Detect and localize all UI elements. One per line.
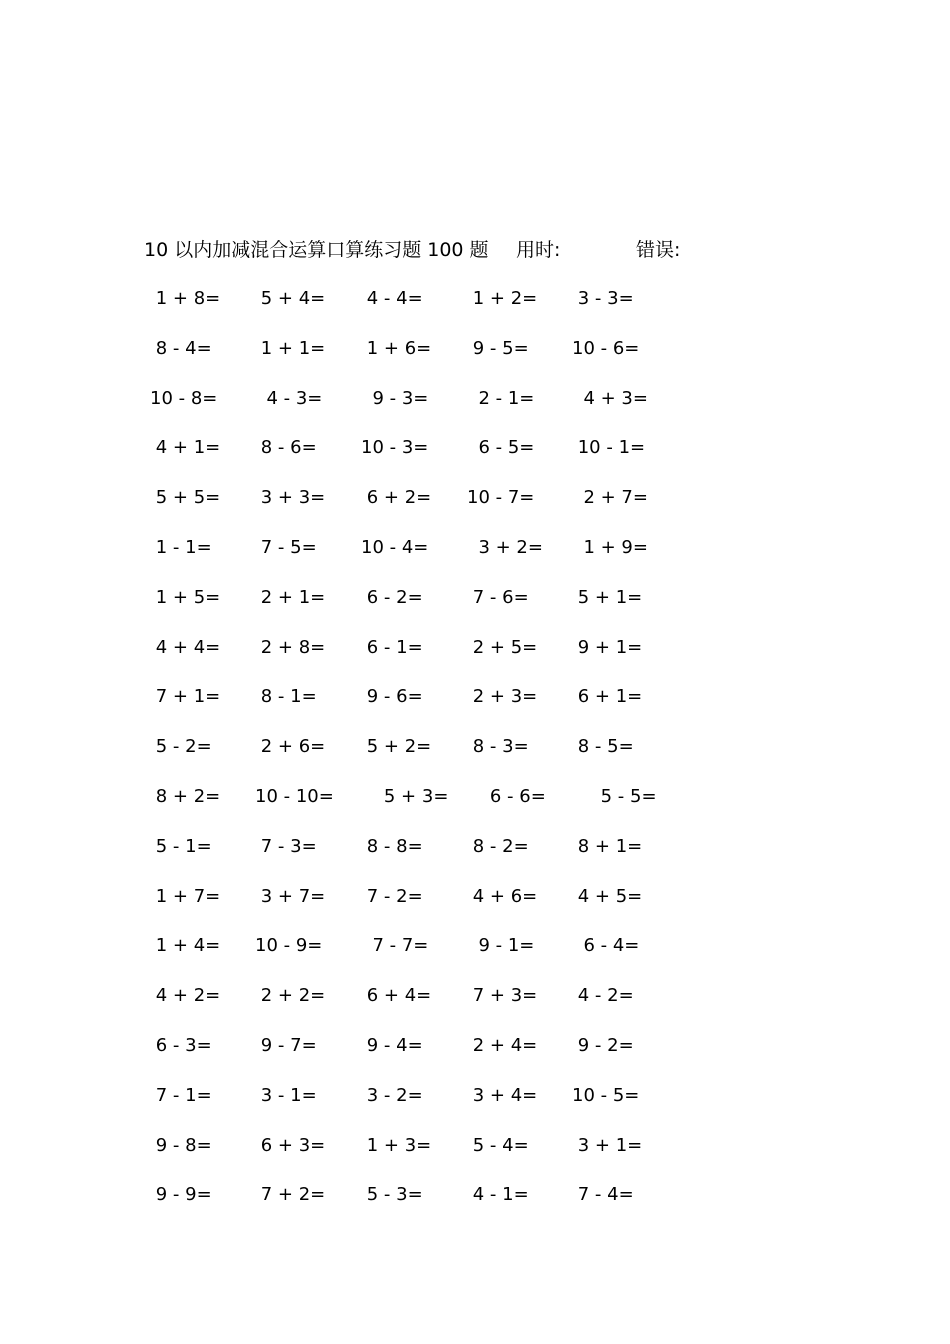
arithmetic-problem: 3 + 1= bbox=[572, 1134, 643, 1156]
problem-row bbox=[150, 533, 710, 583]
arithmetic-problem: 9 - 9= bbox=[150, 1184, 212, 1206]
arithmetic-problem: 6 + 2= bbox=[361, 487, 432, 509]
arithmetic-problem: 2 + 2= bbox=[255, 985, 326, 1007]
arithmetic-problem: 4 + 5= bbox=[572, 885, 643, 907]
problem-row bbox=[150, 832, 710, 882]
problem-row bbox=[150, 334, 710, 384]
problem-row bbox=[150, 1081, 710, 1131]
arithmetic-problem: 6 - 5= bbox=[467, 437, 535, 459]
arithmetic-problem: 3 - 3= bbox=[572, 288, 634, 309]
arithmetic-problem: 4 + 2= bbox=[150, 985, 221, 1007]
arithmetic-problem: 2 + 7= bbox=[572, 487, 648, 509]
arithmetic-problem: 1 + 4= bbox=[150, 935, 221, 957]
arithmetic-problem: 5 - 2= bbox=[150, 736, 212, 758]
arithmetic-problem: 8 - 3= bbox=[467, 736, 529, 758]
arithmetic-problem: 1 + 6= bbox=[361, 337, 432, 359]
arithmetic-problem: 10 - 6= bbox=[572, 337, 640, 359]
problem-row bbox=[150, 981, 710, 1031]
arithmetic-problem: 6 - 6= bbox=[467, 785, 546, 807]
problem-row bbox=[150, 384, 710, 434]
arithmetic-problem: 4 + 1= bbox=[150, 437, 221, 459]
problem-row bbox=[150, 882, 710, 932]
arithmetic-problem: 1 + 9= bbox=[572, 536, 648, 558]
problem-row bbox=[150, 1180, 710, 1230]
arithmetic-problem: 2 + 6= bbox=[255, 736, 326, 758]
arithmetic-problem: 3 + 2= bbox=[467, 536, 543, 558]
arithmetic-problem: 10 - 3= bbox=[361, 437, 429, 459]
arithmetic-problem: 2 + 5= bbox=[467, 636, 538, 658]
arithmetic-problem: 7 - 4= bbox=[572, 1184, 634, 1206]
arithmetic-problem: 8 - 6= bbox=[255, 437, 317, 459]
arithmetic-problem: 3 + 3= bbox=[255, 487, 326, 509]
arithmetic-problem: 9 - 4= bbox=[361, 1034, 423, 1056]
arithmetic-problem: 5 - 1= bbox=[150, 835, 212, 857]
arithmetic-problem: 8 - 8= bbox=[361, 835, 423, 857]
arithmetic-problem: 2 - 1= bbox=[467, 387, 535, 409]
arithmetic-problem: 4 - 3= bbox=[255, 387, 323, 409]
problem-row bbox=[150, 433, 710, 483]
worksheet-title: 10 以内加减混合运算口算练习题 100 题 bbox=[144, 239, 489, 261]
problem-row bbox=[150, 583, 710, 633]
arithmetic-problem: 1 + 5= bbox=[150, 586, 221, 608]
arithmetic-problem: 9 - 3= bbox=[361, 387, 429, 409]
arithmetic-problem: 7 - 7= bbox=[361, 935, 429, 957]
arithmetic-problem: 10 - 7= bbox=[467, 487, 535, 509]
problem-row bbox=[150, 284, 710, 334]
arithmetic-problem: 7 + 3= bbox=[467, 985, 538, 1007]
arithmetic-problem: 2 + 3= bbox=[467, 686, 538, 708]
arithmetic-problem: 5 + 3= bbox=[361, 785, 449, 807]
arithmetic-problem: 7 - 3= bbox=[255, 835, 317, 857]
arithmetic-problem: 5 - 5= bbox=[572, 785, 657, 807]
problem-row bbox=[150, 782, 710, 832]
arithmetic-problem: 5 + 5= bbox=[150, 487, 221, 509]
arithmetic-problem: 10 - 4= bbox=[361, 536, 429, 558]
problem-row bbox=[150, 931, 710, 981]
arithmetic-problem: 8 + 1= bbox=[572, 835, 643, 857]
arithmetic-problem: 6 + 1= bbox=[572, 686, 643, 708]
arithmetic-problem: 4 + 3= bbox=[572, 387, 648, 409]
arithmetic-problem: 7 - 2= bbox=[361, 885, 423, 907]
time-used-label: 用时: bbox=[516, 239, 561, 261]
arithmetic-problem: 1 + 3= bbox=[361, 1134, 432, 1156]
arithmetic-problem: 2 + 1= bbox=[255, 586, 326, 608]
problem-row bbox=[150, 1031, 710, 1081]
arithmetic-problem: 7 - 6= bbox=[467, 586, 529, 608]
arithmetic-problem: 10 - 10= bbox=[255, 785, 334, 807]
arithmetic-problem: 6 - 1= bbox=[361, 636, 423, 658]
arithmetic-problem: 5 + 2= bbox=[361, 736, 432, 758]
problem-row bbox=[150, 633, 710, 683]
arithmetic-problem: 5 - 3= bbox=[361, 1184, 423, 1206]
problem-row bbox=[150, 1131, 710, 1181]
arithmetic-problem: 5 + 1= bbox=[572, 586, 643, 608]
arithmetic-problem: 8 - 1= bbox=[255, 686, 317, 708]
arithmetic-problem: 4 + 6= bbox=[467, 885, 538, 907]
arithmetic-problem: 4 - 4= bbox=[361, 288, 423, 309]
arithmetic-problem: 1 + 8= bbox=[150, 288, 221, 309]
problem-row bbox=[150, 732, 710, 782]
arithmetic-problem: 3 + 7= bbox=[255, 885, 326, 907]
arithmetic-problem: 6 - 2= bbox=[361, 586, 423, 608]
arithmetic-problem: 6 - 3= bbox=[150, 1034, 212, 1056]
arithmetic-problem: 8 + 2= bbox=[150, 785, 221, 807]
arithmetic-problem: 7 + 1= bbox=[150, 686, 221, 708]
arithmetic-problem: 9 - 5= bbox=[467, 337, 529, 359]
problem-row bbox=[150, 682, 710, 732]
arithmetic-problem: 3 - 1= bbox=[255, 1084, 317, 1106]
arithmetic-problem: 3 - 2= bbox=[361, 1084, 423, 1106]
arithmetic-problem: 9 - 1= bbox=[467, 935, 535, 957]
arithmetic-problem: 7 - 5= bbox=[255, 536, 317, 558]
arithmetic-problem: 9 - 8= bbox=[150, 1134, 212, 1156]
arithmetic-problem: 1 - 1= bbox=[150, 536, 212, 558]
arithmetic-problem: 2 + 8= bbox=[255, 636, 326, 658]
arithmetic-problem: 1 + 2= bbox=[467, 288, 538, 309]
arithmetic-problem: 8 - 5= bbox=[572, 736, 634, 758]
arithmetic-problem: 6 + 3= bbox=[255, 1134, 326, 1156]
arithmetic-problem: 4 - 1= bbox=[467, 1184, 529, 1206]
arithmetic-problem: 2 + 4= bbox=[467, 1034, 538, 1056]
arithmetic-problem: 9 - 6= bbox=[361, 686, 423, 708]
arithmetic-problem: 6 + 4= bbox=[361, 985, 432, 1007]
arithmetic-problem: 10 - 1= bbox=[572, 437, 646, 459]
arithmetic-problem: 6 - 4= bbox=[572, 935, 640, 957]
error-count-label: 错误: bbox=[636, 239, 681, 261]
arithmetic-problem: 9 - 7= bbox=[255, 1034, 317, 1056]
arithmetic-problem: 4 + 4= bbox=[150, 636, 221, 658]
worksheet-header bbox=[144, 236, 844, 264]
problem-row bbox=[150, 483, 710, 533]
arithmetic-problem: 9 + 1= bbox=[572, 636, 643, 658]
problem-grid bbox=[150, 284, 710, 1230]
arithmetic-problem: 1 + 7= bbox=[150, 885, 221, 907]
arithmetic-problem: 10 - 5= bbox=[572, 1084, 640, 1106]
arithmetic-problem: 3 + 4= bbox=[467, 1084, 538, 1106]
arithmetic-problem: 1 + 1= bbox=[255, 337, 326, 359]
arithmetic-problem: 7 + 2= bbox=[255, 1184, 326, 1206]
arithmetic-problem: 5 - 4= bbox=[467, 1134, 529, 1156]
arithmetic-problem: 10 - 8= bbox=[150, 387, 218, 409]
arithmetic-problem: 5 + 4= bbox=[255, 288, 326, 309]
arithmetic-problem: 9 - 2= bbox=[572, 1034, 634, 1056]
arithmetic-problem: 8 - 2= bbox=[467, 835, 529, 857]
arithmetic-problem: 4 - 2= bbox=[572, 985, 634, 1007]
arithmetic-problem: 7 - 1= bbox=[150, 1084, 212, 1106]
arithmetic-problem: 10 - 9= bbox=[255, 935, 323, 957]
arithmetic-problem: 8 - 4= bbox=[150, 337, 212, 359]
